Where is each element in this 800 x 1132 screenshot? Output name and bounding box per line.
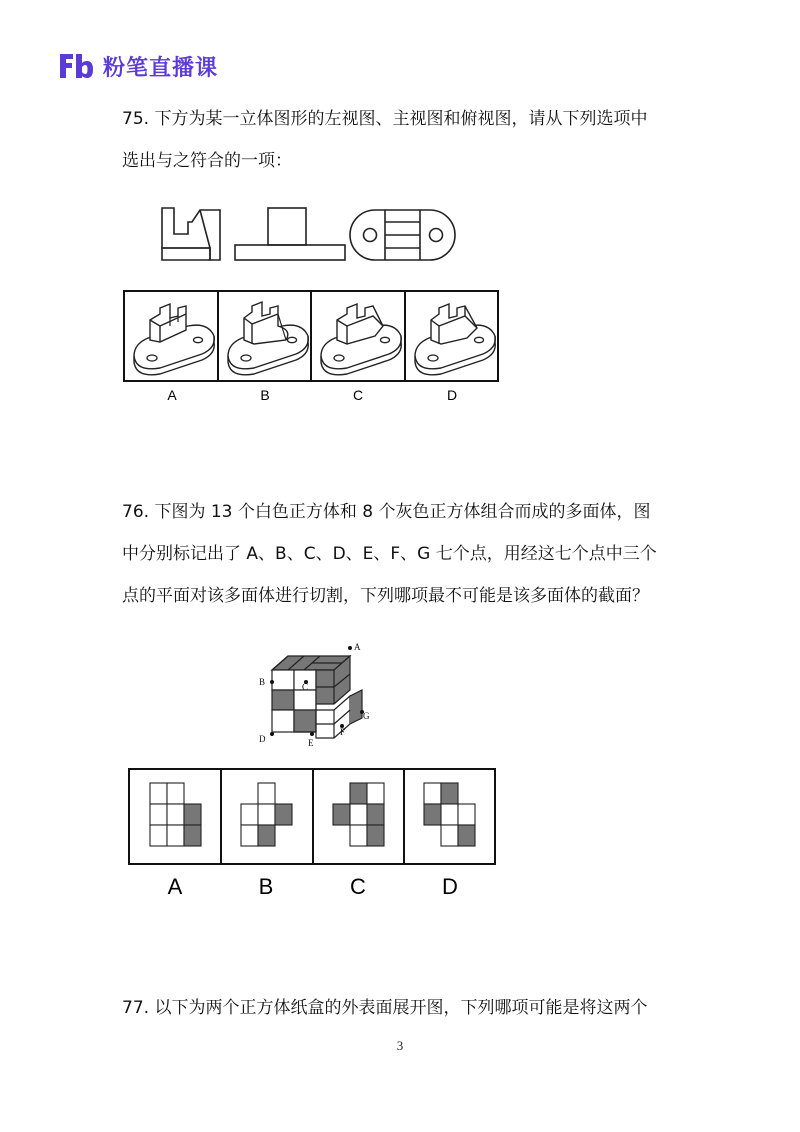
q76-point-a: A [354, 642, 361, 652]
q76-option-d-figure [424, 783, 475, 846]
q75-options [120, 288, 505, 408]
question-76-line-2: 中分别标记出了 A、B、C、D、E、F、G 七个点，用经这七个点中三个 [122, 544, 657, 564]
q75-option-a-figure [134, 304, 214, 375]
fb-logo-icon [57, 50, 95, 82]
question-77-line-1: 77. 以下为两个正方体纸盒的外表面展开图，下列哪项可能是将这两个 [122, 998, 648, 1018]
q76-option-c-figure [333, 783, 384, 846]
q76-point-e: E [308, 738, 314, 748]
q76-point-g: G [363, 711, 370, 721]
question-76-line-1: 76. 下图为 13 个白色正方体和 8 个灰色正方体组合而成的多面体，图 [122, 502, 651, 522]
q76-point-d: D [259, 734, 266, 744]
q75-option-c-figure [321, 304, 401, 375]
question-75-line-1: 75. 下方为某一立体图形的左视图、主视图和俯视图，请从下列选项中 [122, 109, 648, 129]
front-view [235, 208, 345, 260]
q76-option-a-label[interactable]: A [167, 874, 183, 899]
q75-option-b-figure [228, 302, 308, 375]
question-76-line-3: 点的平面对该多面体进行切割，下列哪项最不可能是该多面体的截面？ [122, 586, 649, 606]
logo-text: 粉笔直播课 [103, 55, 219, 81]
q76-point-c: C [302, 682, 309, 692]
question-75-line-2: 选出与之符合的一项： [122, 151, 292, 171]
q76-point-f: F [340, 727, 346, 737]
question-75-text [122, 98, 692, 182]
q76-point-b: B [259, 677, 266, 687]
brand-logo [57, 50, 218, 82]
q76-option-c-label[interactable]: C [350, 874, 366, 899]
q76-polyhedron [250, 638, 385, 753]
top-view [350, 210, 455, 260]
q75-option-a-label[interactable]: A [167, 387, 177, 403]
q75-three-views [150, 200, 470, 270]
q75-option-d-figure [415, 304, 495, 375]
left-view [162, 208, 220, 260]
q75-option-b-label[interactable]: B [260, 387, 270, 403]
q76-option-a-figure [150, 783, 201, 846]
q76-option-b-figure [241, 783, 292, 846]
q75-option-c-label[interactable]: C [352, 387, 364, 403]
q76-option-b-label[interactable]: B [258, 874, 274, 899]
question-77-text [122, 987, 692, 1029]
q75-option-d-label[interactable]: D [446, 387, 458, 403]
question-76-text [122, 491, 692, 617]
page-number: 3 [396, 1038, 404, 1053]
q76-option-d-label[interactable]: D [442, 874, 458, 899]
q76-options [125, 766, 500, 900]
